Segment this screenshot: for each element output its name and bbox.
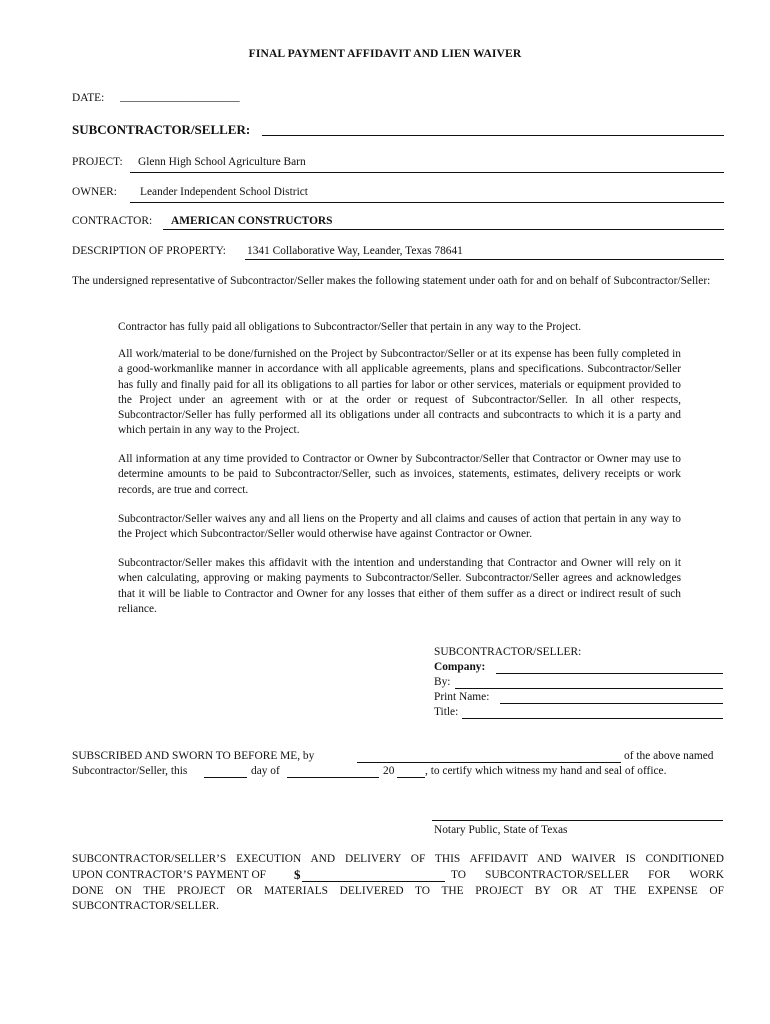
notary-label: Notary Public, State of Texas bbox=[434, 824, 568, 836]
sworn-part3: Subcontractor/Seller, this bbox=[72, 765, 188, 777]
contractor-label: CONTRACTOR: bbox=[72, 215, 153, 227]
company-label: Company: bbox=[434, 661, 486, 673]
document-title: FINAL PAYMENT AFFIDAVIT AND LIEN WAIVER bbox=[248, 47, 522, 60]
owner-line bbox=[130, 202, 724, 203]
condition-amount-field[interactable] bbox=[302, 881, 445, 882]
condition-line3: DONE ON THE PROJECT OR MATERIALS DELIVERED TO THE PROJECT BY OR AT THE EXPENSE OF bbox=[72, 885, 724, 897]
owner-value: Leander Independent School District bbox=[140, 186, 308, 198]
property-label: DESCRIPTION OF PROPERTY: bbox=[72, 245, 226, 257]
sworn-part2: of the above named bbox=[624, 750, 714, 762]
by-field[interactable] bbox=[455, 688, 723, 689]
property-line bbox=[245, 259, 724, 260]
owner-label: OWNER: bbox=[72, 186, 117, 198]
sworn-part1: SUBSCRIBED AND SWORN TO BEFORE ME, by bbox=[72, 750, 315, 762]
condition-dollar-sign: $ bbox=[294, 867, 301, 882]
notary-signature-line[interactable] bbox=[432, 820, 723, 821]
property-value: 1341 Collaborative Way, Leander, Texas 78641 bbox=[247, 245, 463, 257]
project-label: PROJECT: bbox=[72, 156, 123, 168]
by-label: By: bbox=[434, 676, 451, 688]
project-line bbox=[130, 172, 724, 173]
intro-paragraph: The undersigned representative of Subcontractor/Seller makes the following statement under oath for and on behalf of Subcontractor/Seller: bbox=[72, 275, 711, 287]
date-blank[interactable]: _____________________ bbox=[120, 91, 240, 103]
statement-paid: Contractor has fully paid all obligations to Subcontractor/Seller that pertain in any way to the Project. bbox=[118, 321, 582, 333]
project-value: Glenn High School Agriculture Barn bbox=[138, 156, 306, 168]
title-field[interactable] bbox=[462, 718, 723, 719]
contractor-value: AMERICAN CONSTRUCTORS bbox=[171, 215, 333, 227]
date-label: DATE: bbox=[72, 92, 105, 104]
sworn-part6: , to certify which witness my hand and seal of office. bbox=[425, 765, 667, 777]
subcontractor-line[interactable] bbox=[262, 135, 724, 136]
sworn-part5: 20 bbox=[383, 765, 395, 777]
subcontractor-label: SUBCONTRACTOR/SELLER: bbox=[72, 122, 251, 137]
condition-line2b: TO SUBCONTRACTOR/SELLER FOR WORK bbox=[451, 869, 724, 881]
statement-waiver: Subcontractor/Seller waives any and all liens on the Property and all claims and causes of action that pertain in any way to the Project which Subcontractor/Seller would otherwise have against Contractor or Owner. bbox=[118, 513, 681, 541]
sworn-by-field[interactable] bbox=[357, 762, 621, 763]
condition-line2a: UPON CONTRACTOR’S PAYMENT OF bbox=[72, 869, 267, 881]
print-name-label: Print Name: bbox=[434, 691, 490, 703]
signature-heading: SUBCONTRACTOR/SELLER: bbox=[434, 646, 582, 658]
company-field[interactable] bbox=[496, 673, 723, 674]
condition-line1: SUBCONTRACTOR/SELLER’S EXECUTION AND DELIVERY OF THIS AFFIDAVIT AND WAIVER IS CONDITIONED bbox=[72, 853, 724, 865]
sworn-year-field[interactable] bbox=[397, 777, 425, 778]
sworn-day-field[interactable] bbox=[204, 777, 247, 778]
statement-information: All information at any time provided to Contractor or Owner by Subcontractor/Seller that Contractor or Owner may use to determine amounts to be paid to Subcontractor/Seller, such as invoices, statements, estimates, delivery receipts or work records, are true and correct. bbox=[118, 453, 681, 496]
condition-line4: SUBCONTRACTOR/SELLER. bbox=[72, 900, 219, 912]
statement-reliance: Subcontractor/Seller makes this affidavit with the intention and understanding that Contractor and Owner will rely on it when calculating, approving or making payments to Subcontractor/Seller. Subcontractor/Seller agrees and acknowledges that it will be liable to Contractor and Owner for any losses that either of them suffer as a direct or indirect result of such reliance. bbox=[118, 557, 681, 615]
title-label: Title: bbox=[434, 706, 459, 718]
contractor-line bbox=[163, 229, 724, 230]
statement-work-completed: All work/material to be done/furnished on the Project by Subcontractor/Seller or at its expense has been fully completed in a good-workmanlike manner in accordance with all applicable agreements, plans and specifications. Subcontractor/Seller has fully and finally paid for all its obligations to all parties for labor or other services, materials or equipment provided to the Project under an agreement with or at the order or request of Subcontractor/Seller. In all other respects, Subcontractor/Seller has fully performed all its obligations under all contracts and subcontracts to which it is a party and which pertain in any way to the Project. bbox=[118, 348, 681, 437]
sworn-month-field[interactable] bbox=[287, 777, 379, 778]
sworn-part4: day of bbox=[251, 765, 280, 777]
print-name-field[interactable] bbox=[500, 703, 723, 704]
